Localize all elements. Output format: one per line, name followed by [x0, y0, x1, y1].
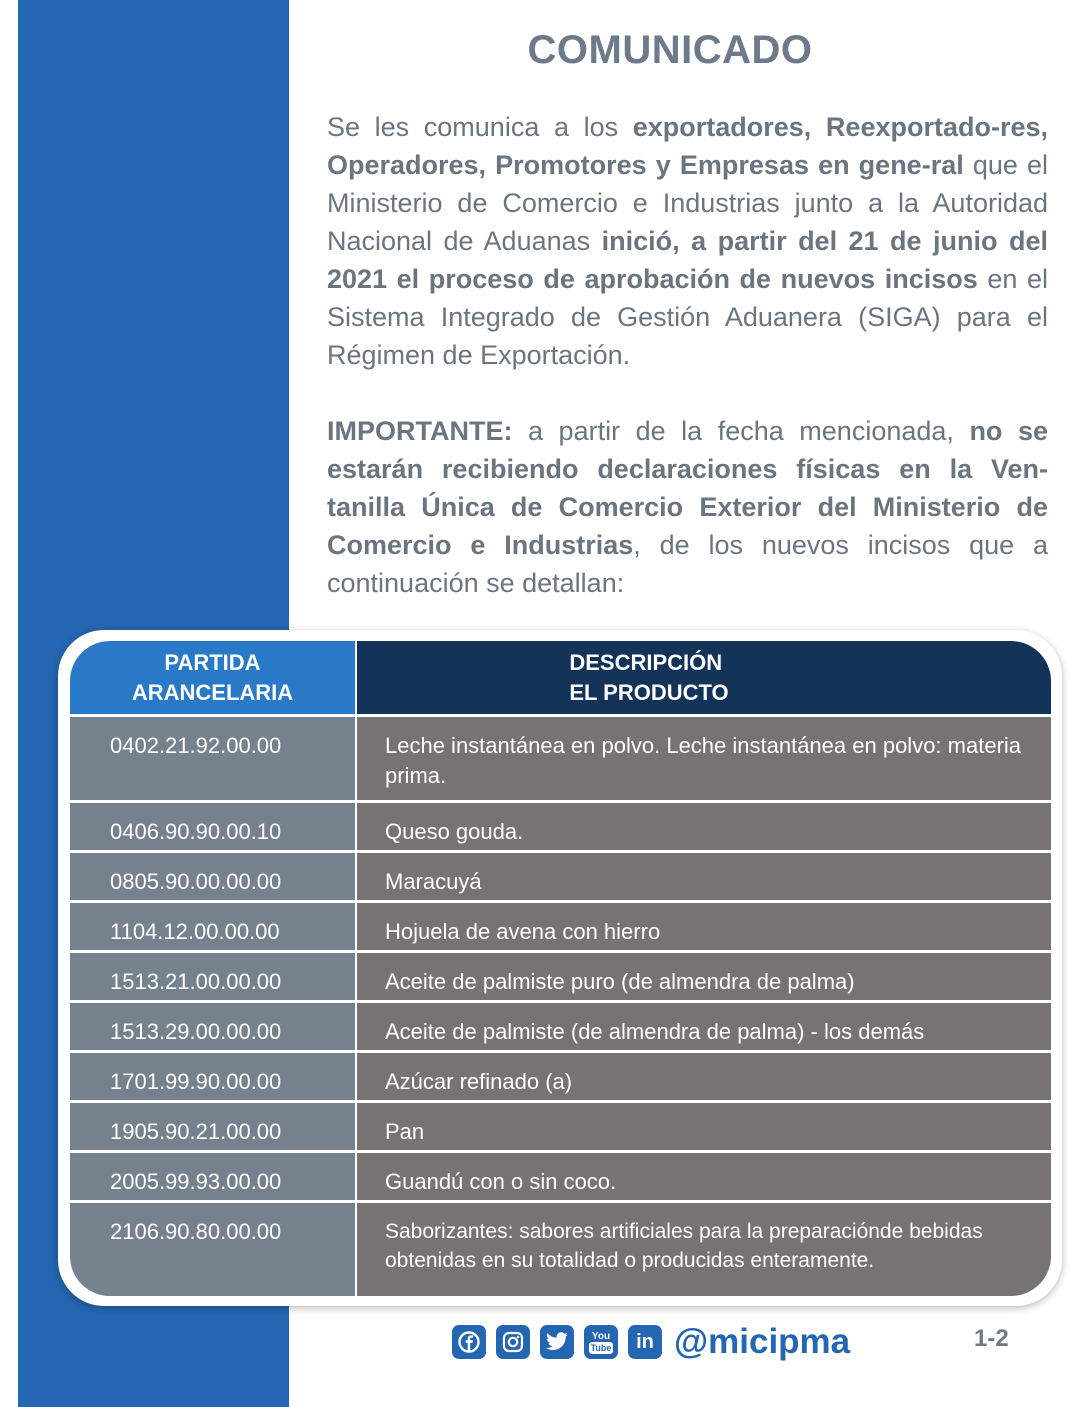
linkedin-label: in — [636, 1331, 654, 1353]
table-row — [70, 1153, 1051, 1200]
important-bold-1: no se estarán recibiendo declaraciones físicas en la Ven-tanilla Única de Comercio Exterior del Ministerio de Comercio e Industrias — [327, 416, 1048, 560]
tariff-code-cell: 2005.99.93.00.00 — [70, 1153, 355, 1200]
table-row — [70, 803, 1051, 850]
tariff-code-cell: 2106.90.80.00.00 — [70, 1203, 355, 1296]
header-left-line2: ARANCELARIA — [131, 679, 294, 705]
table-row — [70, 853, 1051, 900]
intro-text-3: en el Sistema Integrado de Gestión Aduanera (SIGA) para el Régimen de Exportación. — [327, 264, 1048, 370]
description-cell: Leche instantánea en polvo. Leche instantánea en polvo: materia prima. — [357, 717, 1051, 800]
header-left-line1: PARTIDA — [164, 649, 261, 675]
table-row — [70, 1003, 1051, 1050]
tariff-code-cell: 1701.99.90.00.00 — [70, 1053, 355, 1100]
intro-bold-1: exportadores, Reexportado-res, Operadores, Promotores y Empresas en gene-ral — [327, 112, 1048, 180]
important-label: IMPORTANTE: — [327, 416, 513, 446]
description-cell: Pan — [357, 1103, 1051, 1150]
header-right-line2: EL PRODUCTO — [569, 679, 729, 705]
description-cell: Hojuela de avena con hierro — [357, 903, 1051, 950]
table-row — [70, 1103, 1051, 1150]
page-number: 1-2 — [974, 1325, 1009, 1352]
description-cell: Aceite de palmiste puro (de almendra de palma) — [357, 953, 1051, 1000]
header-descripcion-producto — [357, 641, 1051, 714]
description-cell: Guandú con o sin coco. — [357, 1153, 1051, 1200]
page-title: COMUNICADO — [527, 28, 813, 72]
tariff-code-cell: 0406.90.90.00.10 — [70, 803, 355, 850]
description-cell: Queso gouda. — [357, 803, 1051, 850]
intro-paragraph — [327, 108, 1048, 374]
important-text-1: a partir de la fecha mencionada, — [512, 416, 970, 446]
youtube-icon[interactable] — [584, 1325, 618, 1359]
description-cell: Maracuyá — [357, 853, 1051, 900]
tariff-code-cell: 0402.21.92.00.00 — [70, 717, 355, 800]
important-text-2: , de los nuevos incisos que a continuación se detallan: — [327, 530, 1048, 598]
table-row — [70, 953, 1051, 1000]
tariff-code-cell: 1104.12.00.00.00 — [70, 903, 355, 950]
linkedin-icon[interactable] — [628, 1325, 662, 1359]
header-right-line1: DESCRIPCIÓN — [569, 649, 723, 675]
intro-bold-2: inició, a partir del 21 de junio del 2021 el proceso de aprobación de nuevos incisos — [327, 226, 1048, 294]
table-row — [70, 1053, 1051, 1100]
facebook-icon[interactable] — [452, 1325, 486, 1359]
intro-text-1: Se les comunica a los — [327, 112, 633, 142]
table-row — [70, 1203, 1051, 1296]
tariff-table — [70, 641, 1051, 1296]
tariff-code-cell: 1513.29.00.00.00 — [70, 1003, 355, 1050]
youtube-label-you: You — [591, 1330, 611, 1342]
table-row — [70, 717, 1051, 800]
description-cell: Azúcar refinado (a) — [357, 1053, 1051, 1100]
important-paragraph — [327, 412, 1048, 602]
description-cell: Aceite de palmiste (de almendra de palma) - los demás — [357, 1003, 1051, 1050]
header-partida-arancelaria — [70, 641, 355, 714]
tariff-code-cell: 1513.21.00.00.00 — [70, 953, 355, 1000]
tariff-code-cell: 0805.90.00.00.00 — [70, 853, 355, 900]
description-cell: Saborizantes: sabores artificiales para la preparaciónde bebidas obtenidas en su totalidad o producidas enteramente. — [357, 1203, 1051, 1296]
social-footer — [452, 1322, 850, 1362]
instagram-icon[interactable] — [496, 1325, 530, 1359]
social-handle[interactable]: @micipma — [674, 1322, 851, 1361]
table-header — [70, 641, 1051, 714]
intro-text-2: que el Ministerio de Comercio e Industrias junto a la Autoridad Nacional de Aduanas — [327, 150, 1048, 256]
table-row — [70, 903, 1051, 950]
youtube-label-tube: Tube — [590, 1342, 612, 1353]
tariff-code-cell: 1905.90.21.00.00 — [70, 1103, 355, 1150]
twitter-icon[interactable] — [540, 1325, 574, 1359]
